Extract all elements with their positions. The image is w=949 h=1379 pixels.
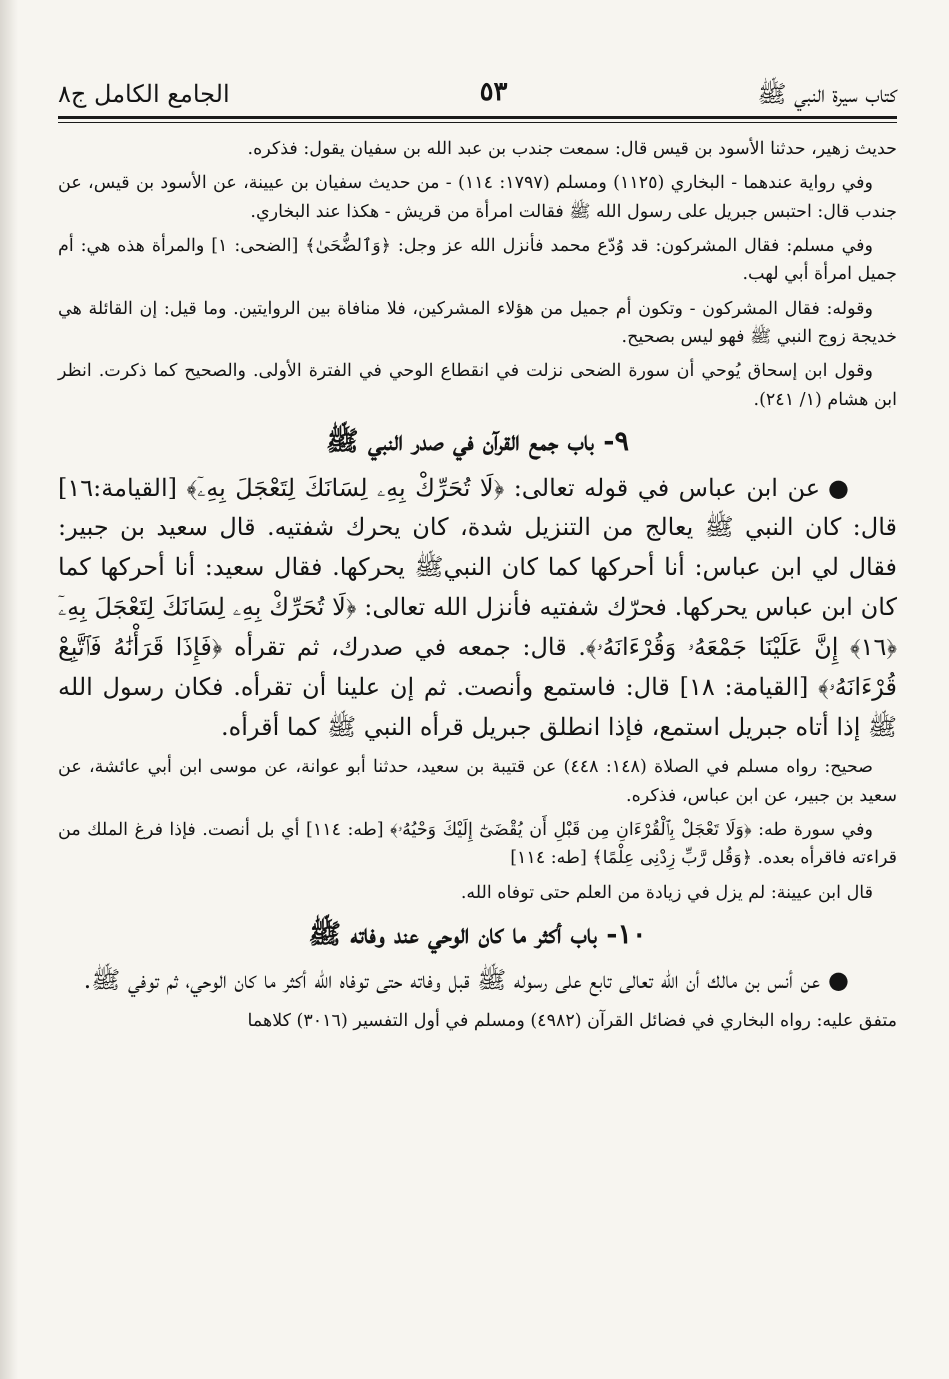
chapter-9-notes (58, 753, 897, 907)
bullet-icon: ● (828, 966, 849, 995)
volume-title: الجامع الكامل ج٨ (58, 79, 230, 108)
chapter-10-hadith (58, 961, 897, 1001)
note-paragraph: قال ابن عيينة: لم يزل في زيادة من العلم حتى توفاه الله. (460, 882, 873, 903)
hadith-body: عن ابن عباس في قوله تعالى: ﴿لَا تُحَرِّكْ بِهِۦ لِسَانَكَ لِتَعْجَلَ بِهِۦٓ﴾ [القيامة:١٦] قال: كان النبي ﷺ يعالج من التنزيل شدة، كان يحرك شفتيه. قال سعيد بن جبير: فقال لي ابن عباس: أنا أحركها كما كان النبيﷺ يحركها. فقال سعيد: أنا أحركها كما كان ابن عباس يحركها. فحرّك شفتيه فأنزل الله تعالى: ﴿لَا تُحَرِّكْ بِهِۦ لِسَانَكَ لِتَعْجَلَ بِهِۦٓ ﴿١٦﴾ إِنَّ عَلَيْنَا جَمْعَهُۥ وَقُرْءَانَهُۥ﴾. قال: جمعه في صدرك، ثم تقرأه ﴿فَإِذَا قَرَأْنَٰهُ فَٱتَّبِعْ قُرْءَانَهُۥ﴾ [القيامة: ١٨] قال: فاستمع وأنصت. ثم إن علينا أن تقرأه. فكان رسول الله ﷺ إذا أتاه جبريل استمع، فإذا انطلق جبريل قرأه النبي ﷺ كما أقرأه. (58, 473, 898, 741)
commentary-paragraph: وفي رواية عندهما - البخاري (١١٢٥) ومسلم (١٧٩٧: ١١٤) - من حديث سفيان بن عيينة، عن الأسود بن قيس، عن جندب قال: احتبس جبريل على رسول الله ﷺ فقالت امرأة من قريش - هكذا عند البخاري. (58, 173, 897, 222)
chapter-10-heading: ١٠- باب أكثر ما كان الوحي عند وفاته ﷺ (308, 919, 647, 951)
chapter-9-hadith (58, 469, 897, 748)
note-paragraph: صحيح: رواه مسلم في الصلاة (١٤٨: ٤٤٨) عن قتيبة بن سعيد، حدثنا أبو عوانة، عن موسى ابن أبي عائشة، عن سعيد بن جبير، عن ابن عباس، فذكره. (58, 757, 897, 806)
commentary-paragraph: وفي مسلم: فقال المشركون: قد وُدّع محمد فأنزل الله عز وجل: ﴿وَٱلضُّحَىٰ﴾ [الضحى: ١] والمرأة هذه هي: أم جميل امرأة أبي لهب. (58, 236, 897, 285)
hadith-text (58, 469, 897, 748)
book-title: كتاب سيرة النبي ﷺ (757, 79, 897, 108)
header-rule-thin (58, 122, 897, 123)
hadith-body: عن أنس بن مالك أن الله تعالى تابع على رسوله ﷺ قبل وفاته حتى توفاه الله أكثر ما كان الوحي، ثم توفي ﷺ. (83, 966, 821, 995)
page-number: ٥٣ (479, 77, 508, 108)
bullet-icon: ● (828, 473, 849, 502)
commentary-paragraph: وقول ابن إسحاق يُوحي أن سورة الضحى نزلت في انقطاع الوحي في الفترة الأولى. والصحيح كما ذكرت. انظر ابن هشام (١/ ٢٤١). (58, 361, 897, 410)
commentary-paragraph: حديث زهير، حدثنا الأسود بن قيس قال: سمعت جندب بن عبد الله بن سفيان يقول: فذكره. (247, 139, 897, 159)
chapter-9-heading: ٩- باب جمع القرآن في صدر النبي ﷺ (326, 426, 629, 458)
note-paragraph: متفق عليه: رواه البخاري في فضائل القرآن (٤٩٨٢) ومسلم في أول التفسير (٣٠١٦) كلاهما (247, 1011, 897, 1032)
running-header (58, 58, 897, 110)
hadith-text (58, 961, 897, 1001)
top-commentary (58, 135, 897, 414)
header-rule-thick (58, 116, 897, 119)
chapter-10-notes (58, 1007, 897, 1035)
note-paragraph: وفي سورة طه: ﴿وَلَا تَعْجَلْ بِٱلْقُرْءَانِ مِن قَبْلِ أَن يُقْضَىٰٓ إِلَيْكَ وَحْيُهُۥ﴾ [طه: ١١٤] أي بل أنصت. فإذا فرغ الملك من قراءته فاقرأه بعده. ﴿وَقُل رَّبِّ زِدْنِى عِلْمًا﴾ [طه: ١١٤] (58, 820, 897, 869)
scan-edge-shadow (0, 0, 18, 1379)
commentary-paragraph: وقوله: فقال المشركون - وتكون أم جميل من هؤلاء المشركين، فلا منافاة بين الروايتين. وما قيل: إن القائلة هي خديجة زوج النبي ﷺ فهو ليس بصحيح. (58, 298, 897, 348)
